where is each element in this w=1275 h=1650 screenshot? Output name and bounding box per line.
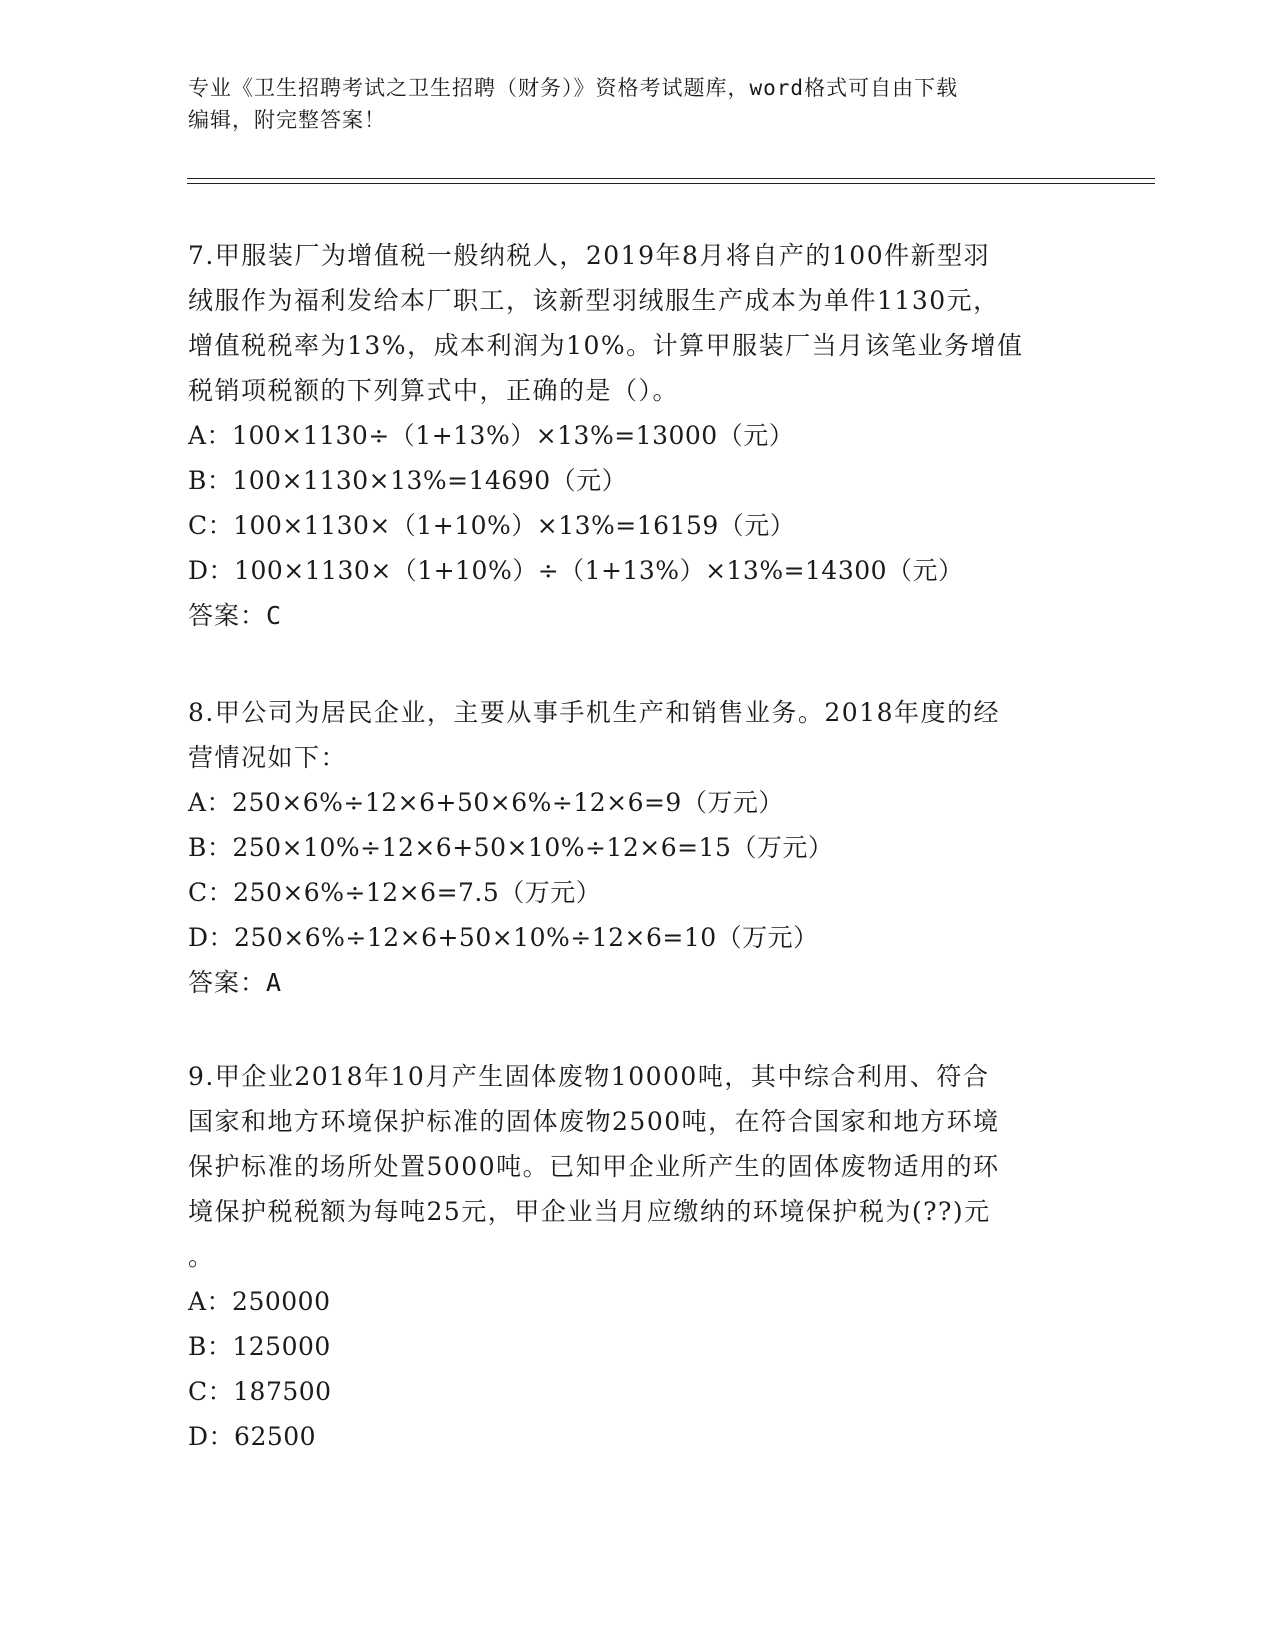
question-stem-line: 绒服作为福利发给本厂职工，该新型羽绒服生产成本为单件1130元， [188, 286, 1000, 315]
option-c: C：100×1130×（1+10%）×13%=16159（元） [188, 511, 796, 540]
answer-line: 答案：A [188, 968, 283, 997]
option-a: A：250000 [188, 1287, 331, 1316]
header-divider [187, 178, 1155, 184]
question-stem-line: 。 [188, 1242, 215, 1271]
question-stem-line: 境保护税税额为每吨25元，甲企业当月应缴纳的环境保护税为(??)元 [188, 1197, 991, 1226]
option-c: C：250×6%÷12×6=7.5（万元） [188, 878, 602, 907]
document-header [188, 72, 1088, 136]
question-stem-line: 7.甲服装厂为增值税一般纳税人，2019年8月将自产的100件新型羽 [188, 241, 991, 270]
option-b: B：100×1130×13%=14690（元） [188, 466, 628, 495]
question-7 [188, 233, 1088, 638]
question-stem-line: 9.甲企业2018年10月产生固体废物10000吨，其中综合利用、符合 [188, 1062, 990, 1091]
question-stem-line: 增值税税率为13%，成本利润为10%。计算甲服装厂当月该笔业务增值 [188, 331, 1024, 360]
answer-line: 答案：C [188, 601, 283, 630]
option-a: A：250×6%÷12×6+50×6%÷12×6=9（万元） [188, 788, 784, 817]
question-9 [188, 1054, 1088, 1459]
question-stem-line: 国家和地方环境保护标准的固体废物2500吨，在符合国家和地方环境 [188, 1107, 1000, 1136]
option-c: C：187500 [188, 1377, 332, 1406]
option-b: B：125000 [188, 1332, 331, 1361]
header-line-2: 编辑，附完整答案！ [188, 108, 386, 132]
question-stem-line: 营情况如下： [188, 743, 348, 772]
question-stem-line: 8.甲公司为居民企业，主要从事手机生产和销售业务。2018年度的经 [188, 698, 1000, 727]
question-stem-line: 税销项税额的下列算式中，正确的是（）。 [188, 376, 680, 405]
option-d: D：100×1130×（1+10%）÷（1+13%）×13%=14300（元） [188, 556, 964, 585]
option-a: A：100×1130÷（1+13%）×13%=13000（元） [188, 421, 795, 450]
question-8 [188, 690, 1088, 1005]
option-d: D：62500 [188, 1422, 317, 1451]
option-b: B：250×10%÷12×6+50×10%÷12×6=15（万元） [188, 833, 834, 862]
header-line-1: 专业《卫生招聘考试之卫生招聘（财务）》资格考试题库，word格式可自由下载 [188, 76, 959, 100]
option-d: D：250×6%÷12×6+50×10%÷12×6=10（万元） [188, 923, 819, 952]
question-stem-line: 保护标准的场所处置5000吨。已知甲企业所产生的固体废物适用的环 [188, 1152, 1000, 1181]
